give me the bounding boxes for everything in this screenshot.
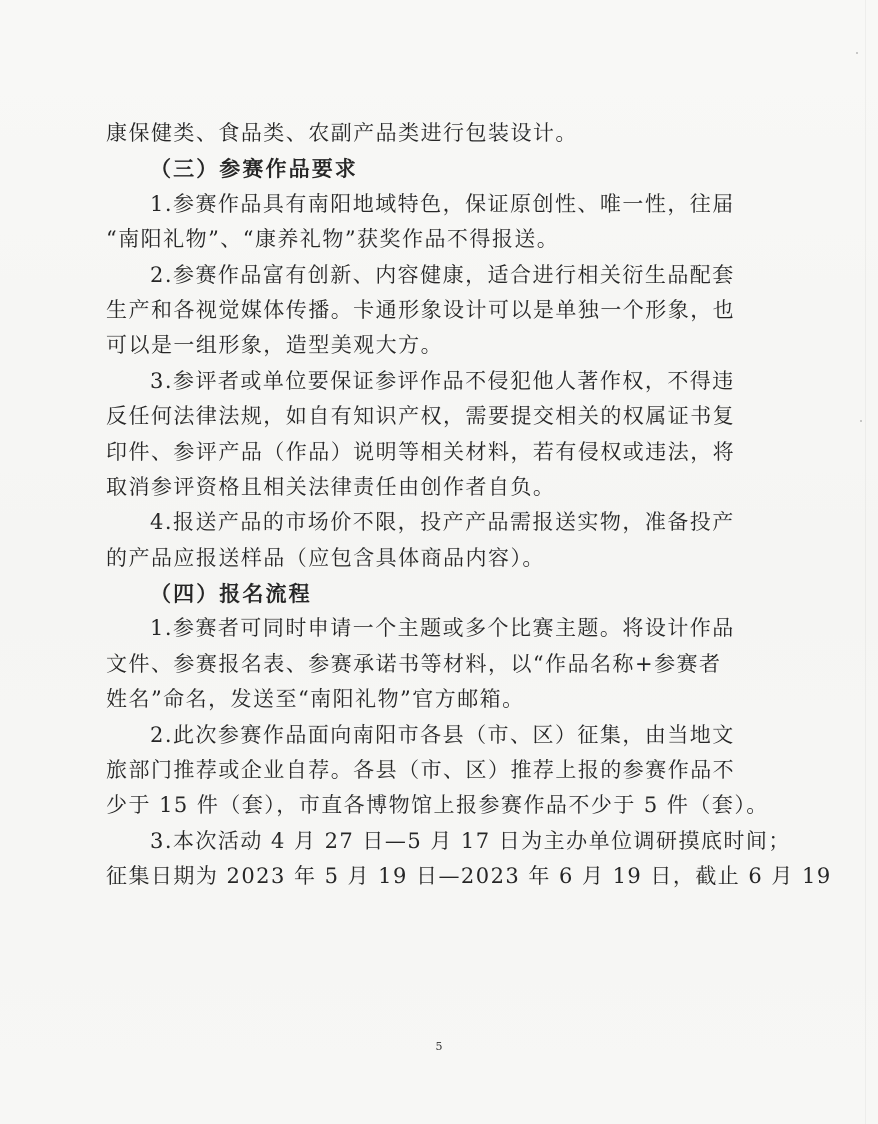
document-body <box>106 116 832 895</box>
section-heading: （三）参赛作品要求 <box>150 156 358 182</box>
paragraph-line: 征集日期为 2023 年 5 月 19 日—2023 年 6 月 19 日，截止 6 月 19 <box>106 864 832 889</box>
paragraph-line: 3.本次活动 4 月 27 日—5 月 17 日为主办单位调研摸底时间； <box>150 828 791 853</box>
paragraph-line: 2.参赛作品富有创新、内容健康，适合进行相关衍生品配套 <box>150 262 735 287</box>
paragraph-line: 文件、参赛报名表、参赛承诺书等材料，以“作品名称+参赛者 <box>106 651 722 676</box>
paragraph-line: 1.参赛作品具有南阳地域特色，保证原创性、唯一性，往届 <box>150 191 735 216</box>
paragraph-line: 康保健类、食品类、农副产品类进行包装设计。 <box>106 121 578 145</box>
paragraph-line: 3.参评者或单位要保证参评作品不侵犯他人著作权，不得违 <box>150 368 735 393</box>
paragraph-line: 1.参赛者可同时申请一个主题或多个比赛主题。将设计作品 <box>150 616 735 641</box>
paragraph-line: 姓名”命名，发送至“南阳礼物”官方邮箱。 <box>106 687 525 712</box>
paragraph-line: 少于 15 件（套），市直各博物馆上报参赛作品不少于 5 件（套）。 <box>106 793 769 818</box>
page-number: 5 <box>435 1040 443 1053</box>
section-heading: （四）报名流程 <box>150 581 312 607</box>
paragraph-line: 的产品应报送样品（应包含具体商品内容）。 <box>106 545 545 570</box>
scan-speck <box>860 420 862 422</box>
paragraph-line: 反任何法律法规，如自有知识产权，需要提交相关的权属证书复 <box>106 404 736 429</box>
paragraph-line: 印件、参评产品（作品）说明等相关材料，若有侵权或违法，将 <box>106 439 736 464</box>
scan-edge <box>865 0 866 1124</box>
scan-speck <box>856 52 858 54</box>
paragraph-line: 旅部门推荐或企业自荐。各县（市、区）推荐上报的参赛作品不 <box>106 758 736 783</box>
paragraph-line: 2.此次参赛作品面向南阳市各县（市、区）征集，由当地文 <box>150 722 735 747</box>
paragraph-line: 生产和各视觉媒体传播。卡通形象设计可以是单独一个形象，也 <box>106 297 736 322</box>
paragraph-line: “南阳礼物”、“康养礼物”获奖作品不得报送。 <box>106 227 560 252</box>
paragraph-line: 4.报送产品的市场价不限，投产产品需报送实物，准备投产 <box>150 510 735 535</box>
paragraph-line: 可以是一组形象，造型美观大方。 <box>106 333 444 358</box>
paragraph-line: 取消参评资格且相关法律责任由创作者自负。 <box>106 474 556 499</box>
